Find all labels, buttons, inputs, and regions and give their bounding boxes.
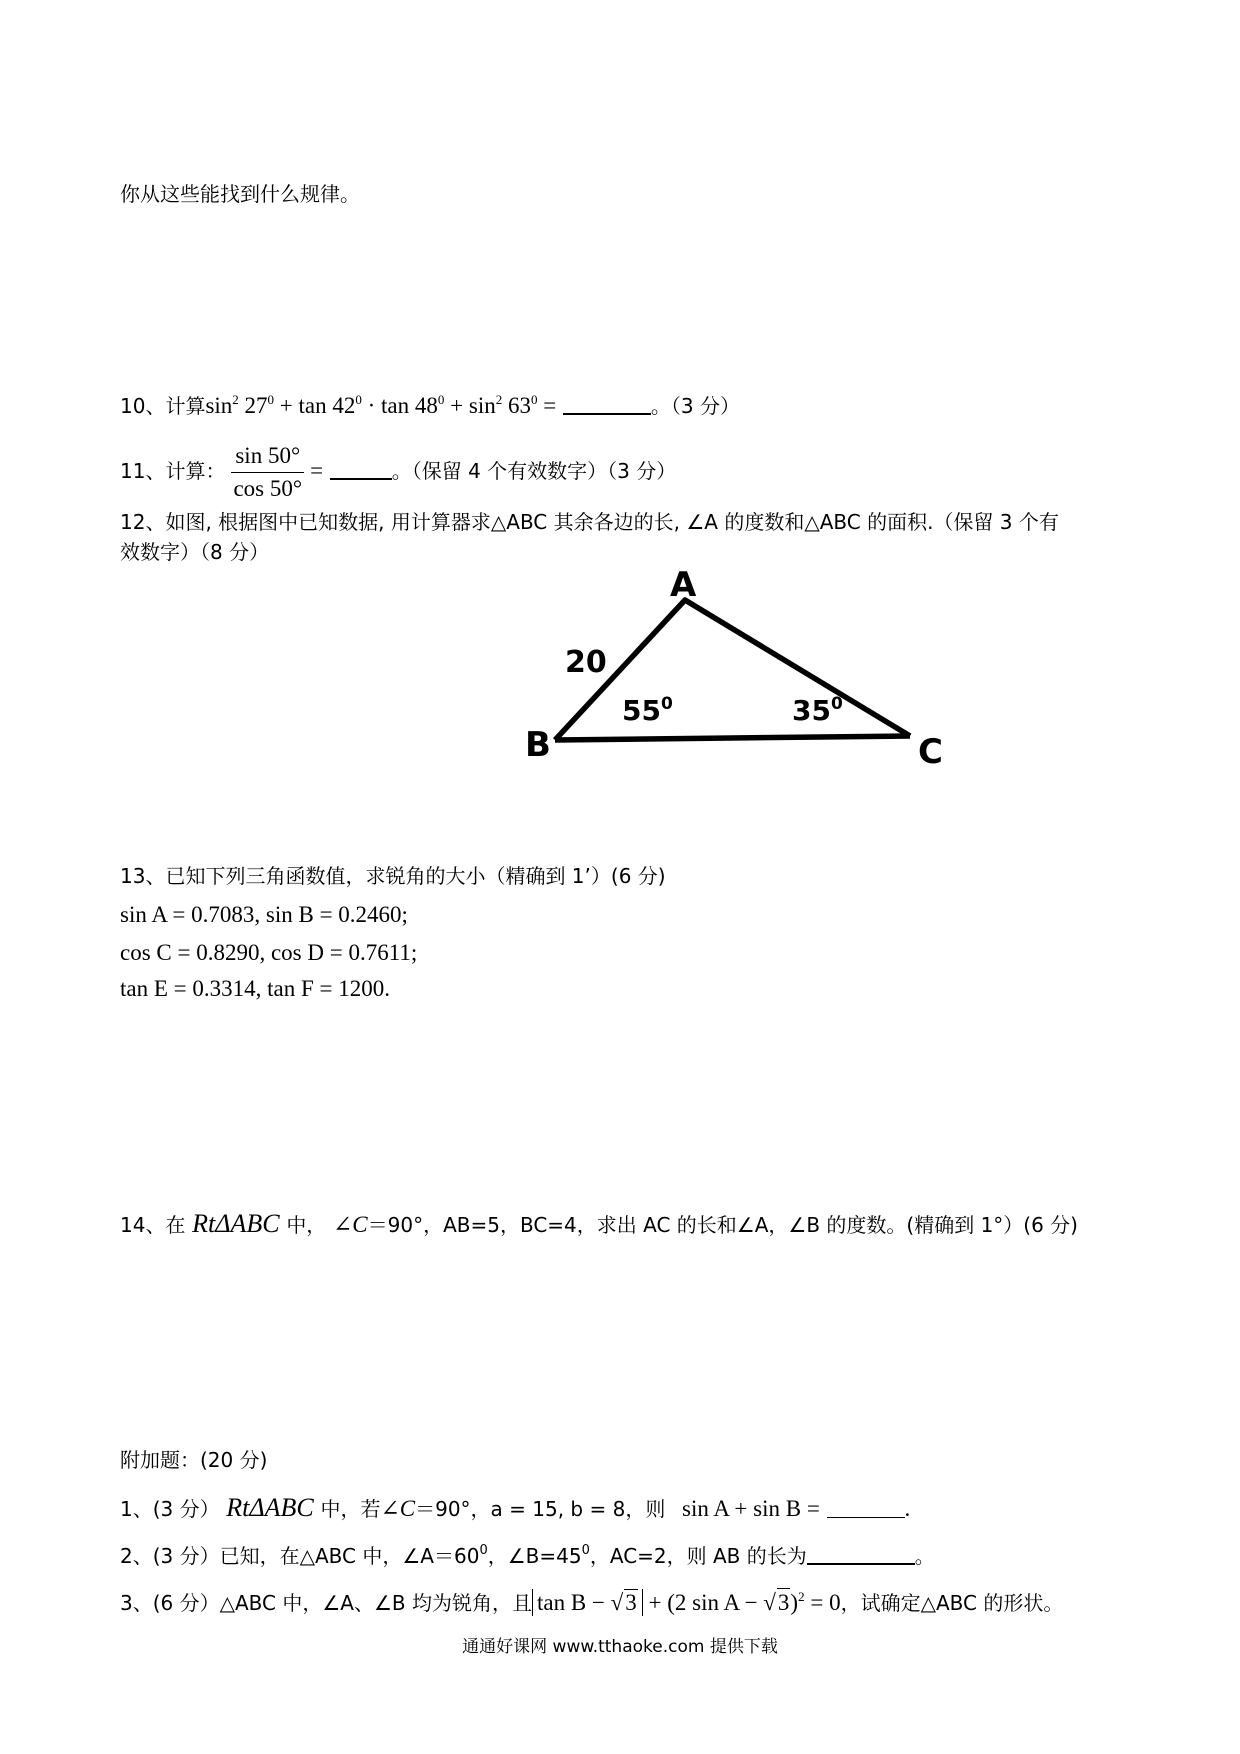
bonus-1-rt-triangle: RtΔABC <box>226 1493 314 1522</box>
bonus-3-sqrt-2: 3 <box>777 1590 790 1615</box>
q11-numerator: sin 50° <box>231 443 304 473</box>
question-13-title: 13、已知下列三角函数值，求锐角的大小（精确到 1’）(6 分) <box>120 864 666 888</box>
q11-answer-blank[interactable] <box>330 458 392 480</box>
q13-equation-3: tan E = 0.3314, tan F = 1200. <box>120 976 390 1001</box>
vertex-b-label: B <box>525 725 551 765</box>
bonus-title: 附加题：(20 分) <box>120 1448 268 1472</box>
vertex-c-label: C <box>918 732 943 772</box>
q14-angle-c: ∠C <box>333 1212 368 1237</box>
q11-denominator: cos 50° <box>233 476 303 501</box>
side-ab-length-label: 20 <box>565 645 607 680</box>
angle-c-label: $35^0$ <box>792 694 843 727</box>
q14-rt-triangle: RtΔABC <box>192 1209 280 1238</box>
question-12-line1: 12、如图, 根据图中已知数据, 用计算器求△ABC 其余各边的长, ∠A 的度数和△ABC 的面积.（保留 3 个有 <box>120 510 1059 534</box>
question-12-line2: 效数字）（8 分） <box>120 540 270 564</box>
q13-equation-2: cos C = 0.8290, cos D = 0.7611; <box>120 940 418 965</box>
q11-prefix: 11、计算： <box>120 459 226 483</box>
bonus-2-answer-blank[interactable] <box>807 1543 915 1565</box>
q10-answer-blank[interactable] <box>563 393 651 415</box>
q11-suffix: 。（保留 4 个有效数字）（3 分） <box>391 459 677 483</box>
page-footer: 通通好课网 www.tthaoke.com 提供下载 <box>462 1637 778 1657</box>
q10-prefix: 10、计算 <box>120 394 206 418</box>
intro-text: 你从这些能找到什么规律。 <box>120 182 360 206</box>
question-10 <box>120 392 740 420</box>
triangle-figure <box>510 560 970 780</box>
vertex-a-label: A <box>670 565 697 605</box>
bonus-1-expression: sin A + sin B = <box>682 1496 820 1521</box>
angle-b-label: $55^0$ <box>622 694 673 727</box>
bonus-question-3: 3、(6 分）△ABC 中，∠A、∠B 均为锐角，且 tan B − √3 + (2 sin A − √3)$^2$ = 0，试确定△ABC 的形状。 <box>120 1589 1064 1615</box>
bonus-1-answer-blank[interactable] <box>827 1497 905 1518</box>
triangle-sides-ab-ac <box>555 600 910 740</box>
bonus-3-sqrt-1: 3 <box>625 1590 637 1615</box>
question-14: 14、在 RtΔABC 中， ∠C＝90°，AB=5，BC=4，求出 AC 的长和∠A，∠B 的度数。(精确到 1°）(6 分) <box>120 1209 1078 1238</box>
q10-expression: $\sin^2 27^0 + \tan 42^0 \cdot \tan 48^0 + \sin^2 63^0$ = <box>205 392 557 418</box>
q11-fraction <box>229 443 306 502</box>
q13-equation-1: sin A = 0.7083, sin B = 0.2460; <box>120 902 408 927</box>
bonus-1-angle-c: ∠C <box>380 1496 416 1521</box>
triangle-side-bc <box>555 736 910 740</box>
bonus-question-1: 1、(3 分） RtΔABC 中，若∠C＝90°，a = 15, b = 8，则 sin A + sin B = . <box>120 1493 911 1522</box>
bonus-question-2: 2、(3 分）已知，在△ABC 中，$\angle A=60^0$，$\angle B=45^0$，AC=2，则 AB 的长为 。 <box>120 1543 935 1568</box>
bonus-3-absolute-value: tan B − √3 <box>532 1589 643 1616</box>
question-11: 11、计算： $\frac{\sin 50^\circ}{\cos 50^\circ}$ = 。（保留 4 个有效数字）（3 分） <box>120 443 677 501</box>
q10-suffix: 。（3 分） <box>650 394 740 418</box>
